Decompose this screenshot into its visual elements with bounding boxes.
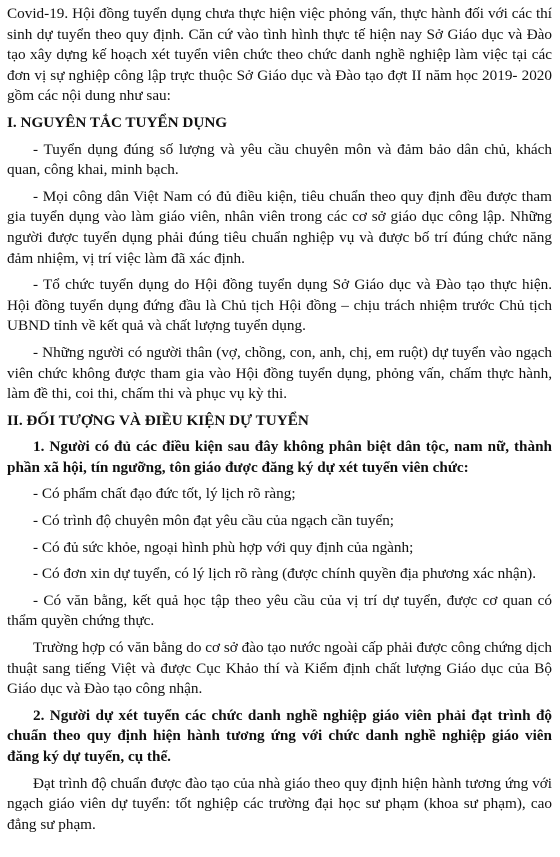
subsection-2-heading: 2. Người dự xét tuyển các chức danh nghề nghiệp giáo viên phải đạt trình độ chuẩn theo quy định hiện hành tương ứng với chức danh nghề nghiệp giáo viên đăng ký dự tuyển, cụ thể. <box>7 706 552 765</box>
condition-item-2: - Có trình độ chuyên môn đạt yêu cầu của ngạch cần tuyển; <box>33 512 395 530</box>
subsection-2-paragraph: Đạt trình độ chuẩn được đào tạo của nhà giáo theo quy định hiện hành tương ứng với ngạch giáo viên dự tuyển: tốt nghiệp các trường đại học sư phạm (khoa sư phạm), cao đẳng sư phạm. <box>7 774 552 833</box>
condition-item-3: - Có đủ sức khỏe, ngoại hình phù hợp với quy định của ngành; <box>33 538 414 556</box>
section-1-paragraph-4: - Những người có người thân (vợ, chồng, con, anh, chị, em ruột) dự tuyển vào ngạch viên chức không được tham gia vào Hội đồng tuyển dụng, phỏng vấn, chấm thực hành, làm đề thi, coi thi, chấm thi và phục vụ kỳ thi. <box>7 343 552 403</box>
section-1-paragraph-2: - Mọi công dân Việt Nam có đủ điều kiện, tiêu chuẩn theo quy định đều được tham gia tuyển dụng vào làm giáo viên, nhân viên trong các cơ sở giáo dục công lập. Những người được tuyển dụng phải đúng tiêu chuẩn nghiệp vụ và được bố trí đúng chức năng đảm nhiệm, vị trí việc làm đã xác định. <box>7 187 552 267</box>
condition-item-5: - Có văn bằng, kết quả học tập theo yêu cầu của vị trí dự tuyển, được cơ quan có thẩm quyền chứng thực. <box>7 591 552 630</box>
foreign-diploma-note: Trường hợp có văn bằng do cơ sở đào tạo nước ngoài cấp phải được công chứng dịch thuật sang tiếng Việt và được Cục Khảo thí và Kiểm định chất lượng Giáo dục của Bộ Giáo dục và Đào tạo công nhận. <box>7 639 552 698</box>
section-1-paragraph-1: - Tuyển dụng đúng số lượng và yêu cầu chuyên môn và đảm bảo dân chủ, khách quan, công khai, minh bạch. <box>7 140 552 179</box>
condition-item-4: - Có đơn xin dự tuyển, có lý lịch rõ ràng (được chính quyền địa phương xác nhận). <box>33 565 537 583</box>
section-1-heading: I. NGUYÊN TẮC TUYỂN DỤNG <box>7 113 228 131</box>
section-2-heading: II. ĐỐI TƯỢNG VÀ ĐIỀU KIỆN DỰ TUYỂN <box>7 411 309 429</box>
condition-item-1: - Có phẩm chất đạo đức tốt, lý lịch rõ ràng; <box>33 485 296 503</box>
section-1-paragraph-3: - Tổ chức tuyển dụng do Hội đồng tuyển dụng Sở Giáo dục và Đào tạo thực hiện. Hội đồng tuyển dụng đứng đầu là Chủ tịch Hội đồng – chịu trách nhiệm trước Chủ tịch UBND tỉnh về kết quả và chất lượng tuyển dụng. <box>7 276 552 335</box>
intro-paragraph: Covid-19. Hội đồng tuyển dụng chưa thực hiện việc phỏng vấn, thực hành đối với các thí sinh dự tuyển theo quy định. Căn cứ vào tình hình thực tế hiện nay Sở Giáo dục và Đào tạo xây dựng kế hoạch xét tuyển viên chức theo chức danh nghề nghiệp làm việc tại các đơn vị sự nghiệp công lập trực thuộc Sở Giáo dục và Đào tạo đợt II năm học 2019- 2020 gồm các nội dung như sau: <box>7 5 552 105</box>
subsection-1-heading: 1. Người có đủ các điều kiện sau đây không phân biệt dân tộc, nam nữ, thành phần xã hội, tín ngưỡng, tôn giáo được đăng ký dự xét tuyển viên chức: <box>7 438 552 476</box>
